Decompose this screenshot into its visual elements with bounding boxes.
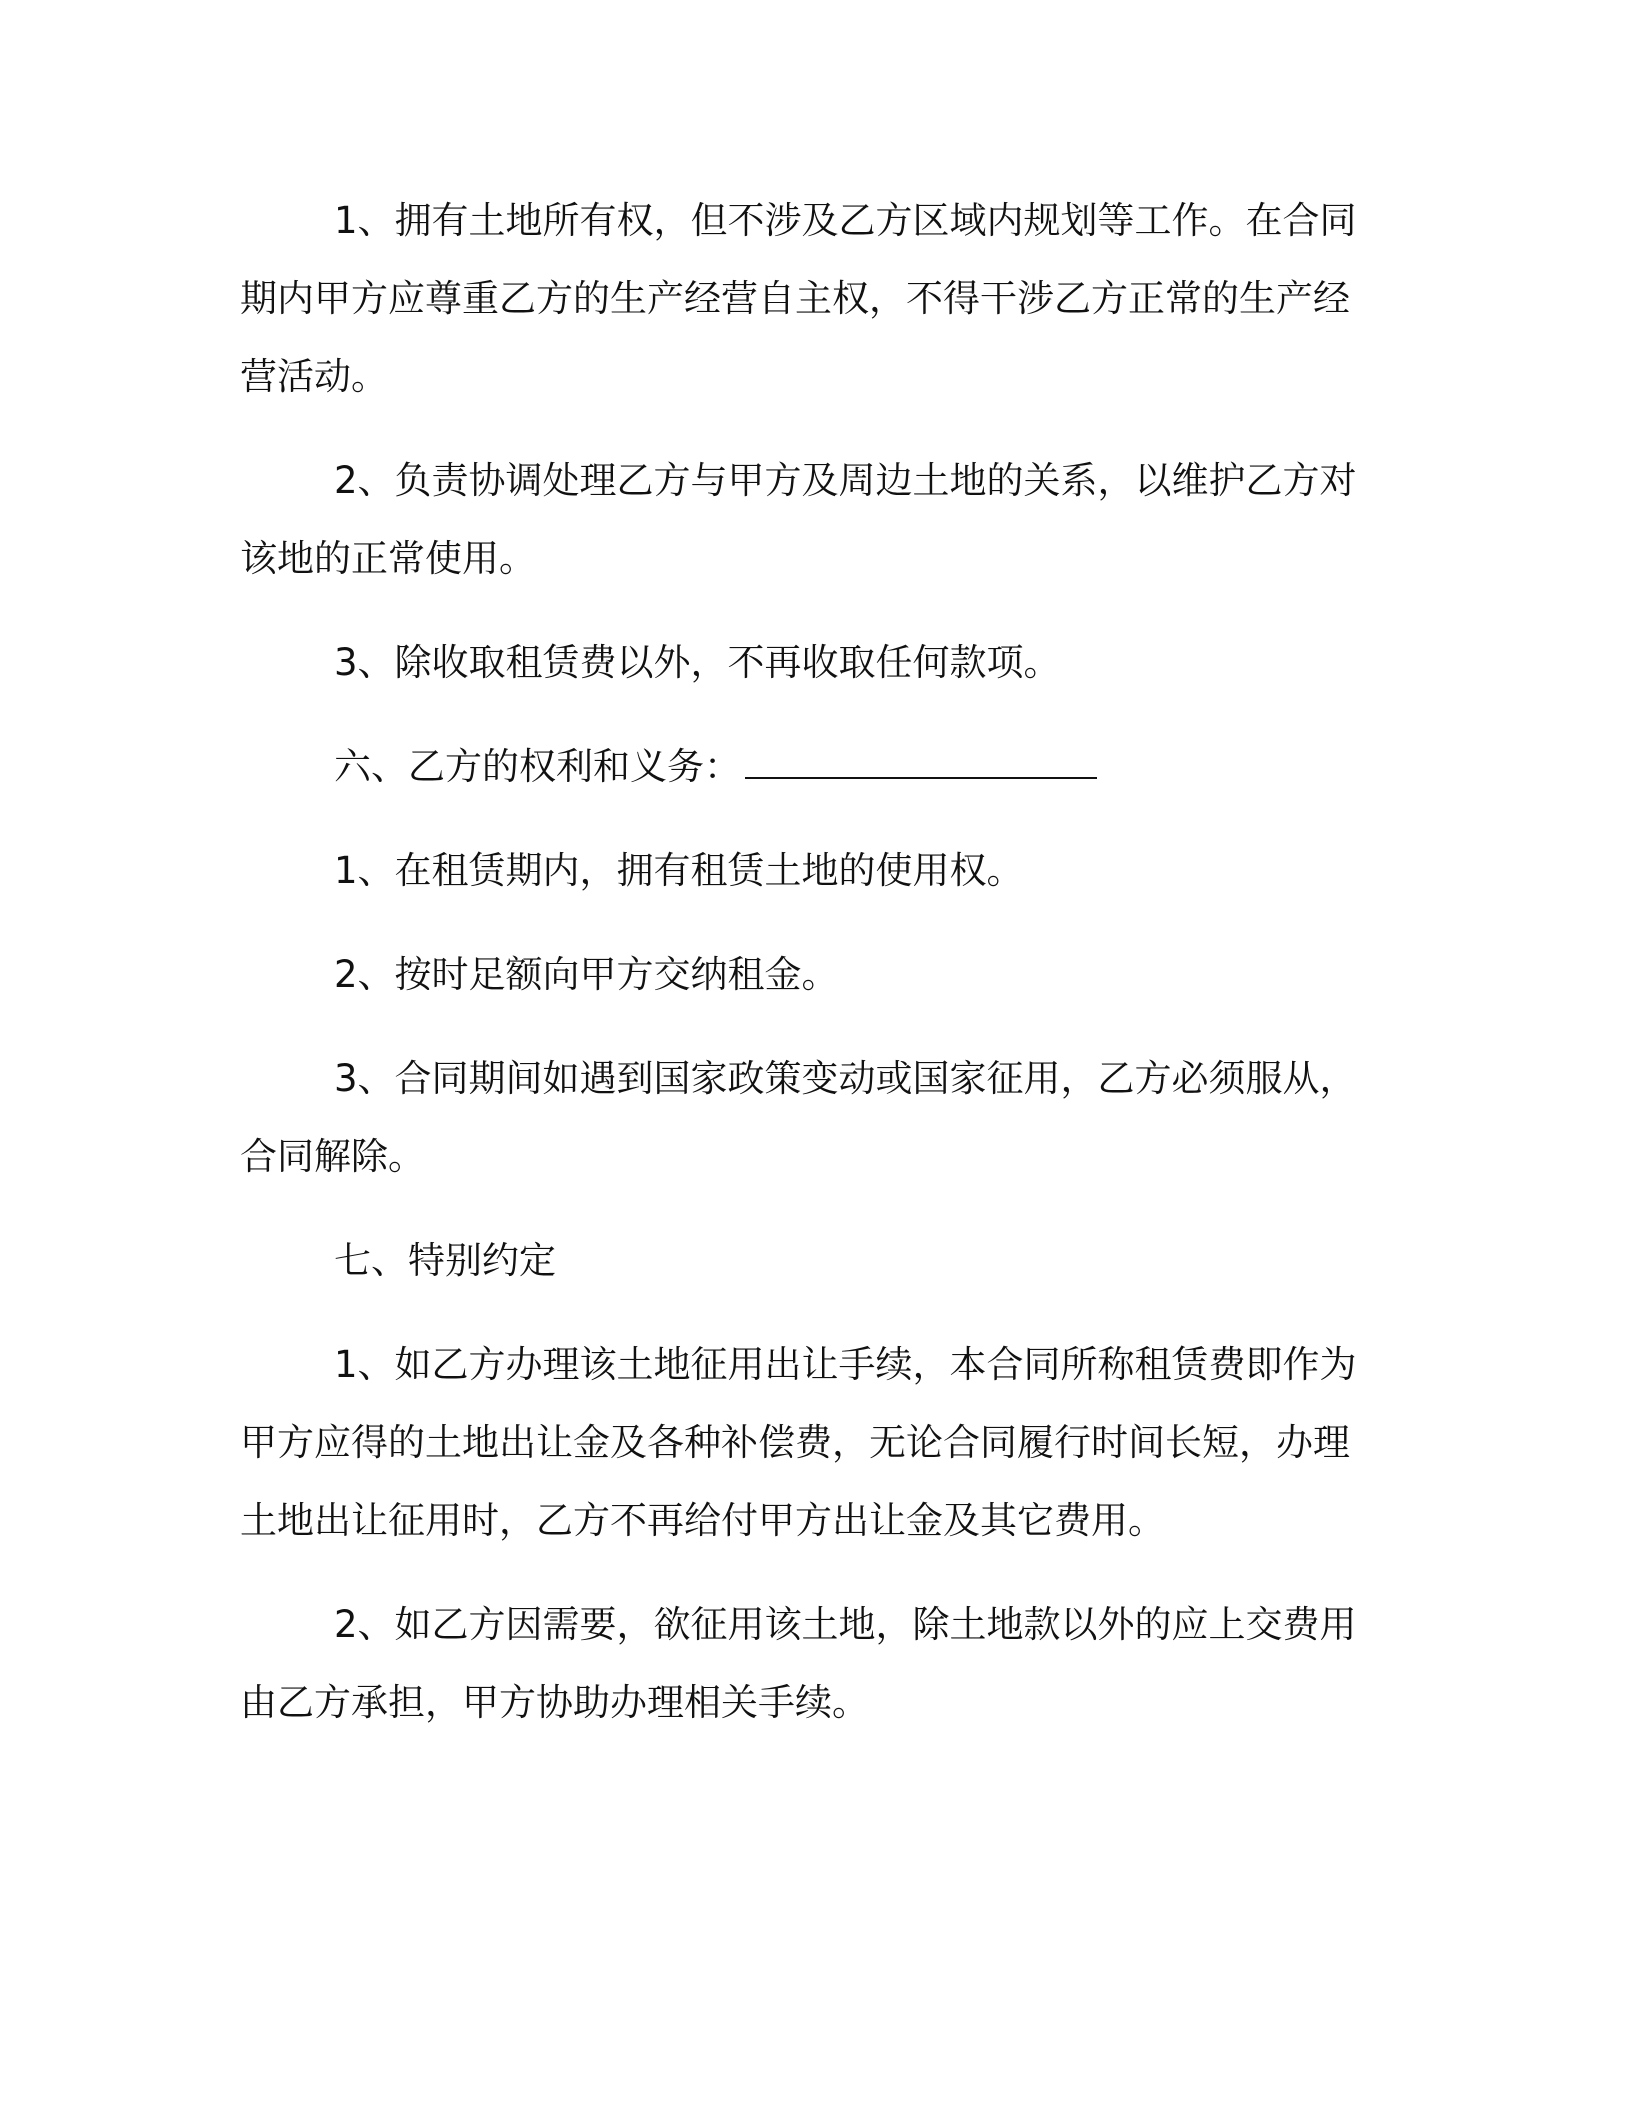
- paragraph-lessor-no-other-fees: 3、除收取租赁费以外，不再收取任何款项。: [334, 641, 1061, 684]
- fill-in-blank-line: [745, 773, 1097, 779]
- paragraph-special-term-transfer: 1、如乙方办理该土地征用出让手续，本合同所称租赁费即作为甲方应得的土地出让金及各种补偿费，无论合同履行时间长短，办理土地出让征用时，乙方不再给付甲方出让金及其它费用。: [240, 1343, 1357, 1542]
- document-body: [240, 182, 1360, 1742]
- section-heading-lessee-rights: [240, 728, 1360, 806]
- paragraph-special-term-expropriation: 2、如乙方因需要，欲征用该土地，除土地款以外的应上交费用由乙方承担，甲方协助办理相关手续。: [240, 1603, 1357, 1724]
- paragraph-lessee-use-right: 1、在租赁期内，拥有租赁土地的使用权。: [334, 849, 1024, 892]
- section-heading-lessee-rights-text: 六、乙方的权利和义务：: [334, 745, 741, 788]
- section-heading-special-terms: 七、特别约定: [334, 1239, 556, 1282]
- paragraph-lessor-coordination: 2、负责协调处理乙方与甲方及周边土地的关系，以维护乙方对该地的正常使用。: [240, 459, 1357, 580]
- paragraph-lessee-policy-change: 3、合同期间如遇到国家政策变动或国家征用，乙方必须服从，合同解除。: [240, 1057, 1357, 1178]
- paragraph-lessee-pay-rent: 2、按时足额向甲方交纳租金。: [334, 953, 839, 996]
- paragraph-lessor-ownership: 1、拥有土地所有权，但不涉及乙方区域内规划等工作。在合同期内甲方应尊重乙方的生产经营自主权，不得干涉乙方正常的生产经营活动。: [240, 199, 1357, 398]
